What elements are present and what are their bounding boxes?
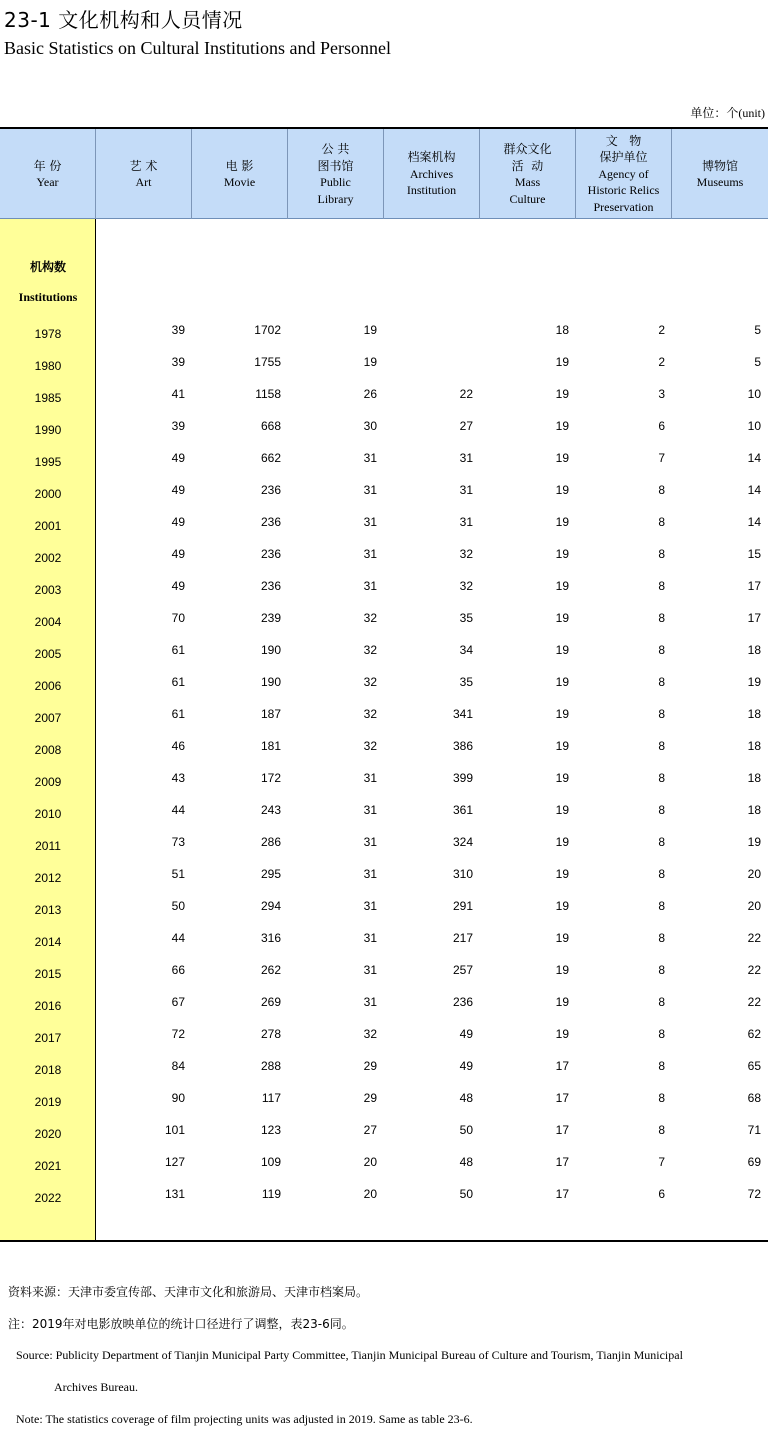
historic-relics-cell: 8 xyxy=(658,963,665,977)
museums-cell: 5 xyxy=(754,323,761,337)
mass-culture-cell: 19 xyxy=(555,963,569,977)
archives-cell: 399 xyxy=(452,771,473,785)
movie-cell: 190 xyxy=(260,675,281,689)
museums-cell: 18 xyxy=(747,643,761,657)
table-row xyxy=(0,575,768,607)
historic-relics-cell: 8 xyxy=(658,1059,665,1073)
art-cell: 49 xyxy=(171,451,185,465)
historic-relics-cell: 8 xyxy=(658,771,665,785)
movie-cell: 288 xyxy=(260,1059,281,1073)
archives-cell: 236 xyxy=(452,995,473,1009)
movie-cell: 269 xyxy=(260,995,281,1009)
art-cell: 43 xyxy=(171,771,185,785)
art-cell: 101 xyxy=(164,1123,185,1137)
art-cell: 127 xyxy=(164,1155,185,1169)
museums-cell: 10 xyxy=(747,387,761,401)
mass-culture-cell: 19 xyxy=(555,483,569,497)
year-cell: 2012 xyxy=(34,871,62,885)
mass-culture-cell: 17 xyxy=(555,1155,569,1169)
archives-cell: 48 xyxy=(459,1091,473,1105)
movie-cell: 1755 xyxy=(254,355,281,369)
movie-cell: 190 xyxy=(260,643,281,657)
public-library-cell: 32 xyxy=(363,675,377,689)
art-cell: 66 xyxy=(171,963,185,977)
art-cell: 39 xyxy=(171,355,185,369)
movie-cell: 239 xyxy=(260,611,281,625)
archives-cell: 35 xyxy=(459,675,473,689)
coverage-note-en: Note: The statistics coverage of film projecting units was adjusted in 2019. Same as table 23-6. xyxy=(16,1412,473,1426)
table-row xyxy=(0,863,768,895)
art-cell: 44 xyxy=(171,931,185,945)
public-library-cell: 31 xyxy=(363,995,377,1009)
historic-relics-cell: 8 xyxy=(658,515,665,529)
table-row xyxy=(0,799,768,831)
mass-culture-cell: 19 xyxy=(555,803,569,817)
public-library-cell: 32 xyxy=(363,611,377,625)
art-cell: 49 xyxy=(171,579,185,593)
historic-relics-cell: 8 xyxy=(658,867,665,881)
mass-culture-cell: 19 xyxy=(555,419,569,433)
mass-culture-cell: 19 xyxy=(555,547,569,561)
museums-cell: 20 xyxy=(747,867,761,881)
mass-culture-cell: 17 xyxy=(555,1187,569,1201)
public-library-cell: 31 xyxy=(363,835,377,849)
public-library-cell: 32 xyxy=(363,739,377,753)
year-cell: 2018 xyxy=(34,1063,62,1077)
archives-cell: 341 xyxy=(452,707,473,721)
museums-cell: 14 xyxy=(747,451,761,465)
mass-culture-cell: 19 xyxy=(555,867,569,881)
archives-cell: 310 xyxy=(452,867,473,881)
museums-cell: 14 xyxy=(747,515,761,529)
year-cell: 2008 xyxy=(34,743,62,757)
archives-cell: 257 xyxy=(452,963,473,977)
historic-relics-cell: 8 xyxy=(658,803,665,817)
archives-cell: 49 xyxy=(459,1027,473,1041)
mass-culture-cell: 19 xyxy=(555,579,569,593)
table-row xyxy=(0,1023,768,1055)
public-library-cell: 29 xyxy=(363,1091,377,1105)
archives-cell: 22 xyxy=(459,387,473,401)
art-cell: 49 xyxy=(171,547,185,561)
table-row xyxy=(0,927,768,959)
table-row xyxy=(0,895,768,927)
source-note-cn: 资料来源：天津市委宣传部、天津市文化和旅游局、天津市档案局。 xyxy=(8,1285,369,1299)
table-row xyxy=(0,415,768,447)
historic-relics-cell: 7 xyxy=(658,1155,665,1169)
year-cell: 2003 xyxy=(34,583,62,597)
source-note-en-line2: Archives Bureau. xyxy=(54,1380,138,1394)
art-cell: 50 xyxy=(171,899,185,913)
movie-cell: 294 xyxy=(260,899,281,913)
mass-culture-cell: 19 xyxy=(555,931,569,945)
mass-culture-cell: 19 xyxy=(555,835,569,849)
year-cell: 2013 xyxy=(34,903,62,917)
mass-culture-cell: 19 xyxy=(555,451,569,465)
art-cell: 51 xyxy=(171,867,185,881)
year-cell: 1985 xyxy=(34,391,62,405)
public-library-cell: 31 xyxy=(363,867,377,881)
museums-cell: 22 xyxy=(747,963,761,977)
art-cell: 61 xyxy=(171,707,185,721)
year-cell: 2001 xyxy=(34,519,62,533)
museums-cell: 18 xyxy=(747,771,761,785)
table-row xyxy=(0,991,768,1023)
table-row xyxy=(0,703,768,735)
table-bottom-rule xyxy=(0,1240,768,1242)
public-library-cell: 31 xyxy=(363,515,377,529)
public-library-cell: 31 xyxy=(363,547,377,561)
year-cell: 2017 xyxy=(34,1031,62,1045)
coverage-note-cn: 注：2019年对电影放映单位的统计口径进行了调整，表23-6同。 xyxy=(8,1317,354,1331)
statistics-table xyxy=(0,127,768,1242)
museums-cell: 10 xyxy=(747,419,761,433)
museums-cell: 15 xyxy=(747,547,761,561)
archives-cell: 34 xyxy=(459,643,473,657)
public-library-cell: 32 xyxy=(363,643,377,657)
year-cell: 2002 xyxy=(34,551,62,565)
art-cell: 70 xyxy=(171,611,185,625)
movie-cell: 181 xyxy=(260,739,281,753)
movie-cell: 236 xyxy=(260,483,281,497)
museums-cell: 65 xyxy=(747,1059,761,1073)
art-cell: 49 xyxy=(171,483,185,497)
mass-culture-cell: 19 xyxy=(555,387,569,401)
art-cell: 84 xyxy=(171,1059,185,1073)
year-cell: 2015 xyxy=(34,967,62,981)
year-cell: 1995 xyxy=(34,455,62,469)
table-row xyxy=(0,351,768,383)
mass-culture-cell: 19 xyxy=(555,707,569,721)
table-row xyxy=(0,543,768,575)
mass-culture-cell: 19 xyxy=(555,355,569,369)
historic-relics-cell: 8 xyxy=(658,1027,665,1041)
movie-cell: 117 xyxy=(261,1091,281,1105)
year-cell: 2009 xyxy=(34,775,62,789)
table-row xyxy=(0,479,768,511)
year-cell: 2022 xyxy=(34,1191,62,1205)
table-row xyxy=(0,607,768,639)
public-library-cell: 19 xyxy=(363,355,377,369)
archives-cell: 50 xyxy=(459,1123,473,1137)
table-title-cn: 23-1 文化机构和人员情况 xyxy=(4,8,243,32)
mass-culture-cell: 17 xyxy=(555,1091,569,1105)
archives-cell: 49 xyxy=(459,1059,473,1073)
public-library-cell: 31 xyxy=(363,931,377,945)
historic-relics-cell: 8 xyxy=(658,1123,665,1137)
historic-relics-cell: 8 xyxy=(658,931,665,945)
movie-cell: 1158 xyxy=(255,387,281,401)
public-library-cell: 27 xyxy=(363,1123,377,1137)
public-library-cell: 30 xyxy=(363,419,377,433)
archives-cell: 50 xyxy=(459,1187,473,1201)
mass-culture-cell: 19 xyxy=(555,515,569,529)
museums-cell: 20 xyxy=(747,899,761,913)
mass-culture-cell: 19 xyxy=(555,1027,569,1041)
historic-relics-cell: 8 xyxy=(658,707,665,721)
header-public-library: 公 共 图书馆 Public Library xyxy=(288,129,384,219)
mass-culture-cell: 19 xyxy=(555,995,569,1009)
table-row xyxy=(0,1151,768,1183)
movie-cell: 316 xyxy=(260,931,281,945)
art-cell: 46 xyxy=(171,739,185,753)
movie-cell: 236 xyxy=(260,547,281,561)
header-art: 艺 术 Art xyxy=(96,129,192,219)
archives-cell: 291 xyxy=(452,899,473,913)
art-cell: 73 xyxy=(171,835,185,849)
museums-cell: 62 xyxy=(747,1027,761,1041)
year-cell: 1990 xyxy=(34,423,62,437)
mass-culture-cell: 19 xyxy=(555,771,569,785)
historic-relics-cell: 7 xyxy=(658,451,665,465)
museums-cell: 69 xyxy=(747,1155,761,1169)
historic-relics-cell: 2 xyxy=(658,323,665,337)
public-library-cell: 32 xyxy=(363,707,377,721)
archives-cell: 35 xyxy=(459,611,473,625)
museums-cell: 19 xyxy=(747,675,761,689)
historic-relics-cell: 8 xyxy=(658,1091,665,1105)
archives-cell: 217 xyxy=(452,931,473,945)
table-body xyxy=(0,319,768,1215)
archives-cell: 32 xyxy=(459,579,473,593)
art-cell: 41 xyxy=(171,387,185,401)
table-row xyxy=(0,511,768,543)
archives-cell: 361 xyxy=(452,803,473,817)
year-cell: 2010 xyxy=(34,807,62,821)
historic-relics-cell: 2 xyxy=(658,355,665,369)
unit-label: 单位：个(unit) xyxy=(690,106,765,120)
museums-cell: 72 xyxy=(747,1187,761,1201)
year-cell: 2006 xyxy=(34,679,62,693)
mass-culture-cell: 19 xyxy=(555,675,569,689)
header-movie: 电 影 Movie xyxy=(192,129,288,219)
year-cell: 2014 xyxy=(34,935,62,949)
year-cell: 2021 xyxy=(34,1159,62,1173)
public-library-cell: 31 xyxy=(363,771,377,785)
public-library-cell: 26 xyxy=(363,387,377,401)
public-library-cell: 19 xyxy=(363,323,377,337)
movie-cell: 123 xyxy=(260,1123,281,1137)
museums-cell: 17 xyxy=(747,579,761,593)
archives-cell: 386 xyxy=(452,739,473,753)
archives-cell: 324 xyxy=(452,835,473,849)
table-row xyxy=(0,639,768,671)
movie-cell: 187 xyxy=(260,707,281,721)
table-header xyxy=(0,127,768,219)
table-row xyxy=(0,319,768,351)
museums-cell: 18 xyxy=(747,707,761,721)
table-row xyxy=(0,383,768,415)
historic-relics-cell: 8 xyxy=(658,835,665,849)
archives-cell: 31 xyxy=(459,451,473,465)
year-cell: 2000 xyxy=(34,487,62,501)
historic-relics-cell: 8 xyxy=(658,579,665,593)
movie-cell: 662 xyxy=(260,451,281,465)
public-library-cell: 20 xyxy=(363,1187,377,1201)
art-cell: 39 xyxy=(171,419,185,433)
historic-relics-cell: 8 xyxy=(658,675,665,689)
art-cell: 67 xyxy=(171,995,185,1009)
art-cell: 90 xyxy=(171,1091,185,1105)
museums-cell: 18 xyxy=(747,739,761,753)
art-cell: 49 xyxy=(171,515,185,529)
header-historic-relics: 文 物 保护单位 Agency of Historic Relics Preservation xyxy=(576,129,672,219)
archives-cell: 48 xyxy=(459,1155,473,1169)
section-title-cn: 机构数 xyxy=(29,260,66,274)
table-row xyxy=(0,671,768,703)
table-row xyxy=(0,1087,768,1119)
source-note-en-line1: Source: Publicity Department of Tianjin Municipal Party Committee, Tianjin Municipal Bureau of Culture and Tourism, Tianjin Municipal xyxy=(16,1348,683,1362)
mass-culture-cell: 17 xyxy=(555,1059,569,1073)
movie-cell: 119 xyxy=(261,1187,281,1201)
museums-cell: 68 xyxy=(747,1091,761,1105)
public-library-cell: 32 xyxy=(363,1027,377,1041)
movie-cell: 236 xyxy=(260,579,281,593)
archives-cell: 32 xyxy=(459,547,473,561)
movie-cell: 109 xyxy=(260,1155,281,1169)
public-library-cell: 20 xyxy=(363,1155,377,1169)
table-row xyxy=(0,1055,768,1087)
public-library-cell: 29 xyxy=(363,1059,377,1073)
historic-relics-cell: 8 xyxy=(658,547,665,561)
museums-cell: 71 xyxy=(747,1123,761,1137)
table-row xyxy=(0,1119,768,1151)
mass-culture-cell: 17 xyxy=(555,1123,569,1137)
public-library-cell: 31 xyxy=(363,451,377,465)
year-cell: 2020 xyxy=(34,1127,62,1141)
public-library-cell: 31 xyxy=(363,803,377,817)
archives-cell: 27 xyxy=(459,419,473,433)
historic-relics-cell: 8 xyxy=(658,643,665,657)
movie-cell: 172 xyxy=(260,771,281,785)
year-cell: 1980 xyxy=(34,359,62,373)
mass-culture-cell: 19 xyxy=(555,739,569,753)
historic-relics-cell: 8 xyxy=(658,483,665,497)
public-library-cell: 31 xyxy=(363,483,377,497)
historic-relics-cell: 6 xyxy=(658,419,665,433)
public-library-cell: 31 xyxy=(363,963,377,977)
public-library-cell: 31 xyxy=(363,899,377,913)
year-cell: 2011 xyxy=(35,839,61,853)
movie-cell: 286 xyxy=(260,835,281,849)
year-cell: 2019 xyxy=(34,1095,62,1109)
art-cell: 44 xyxy=(171,803,185,817)
mass-culture-cell: 18 xyxy=(555,323,569,337)
mass-culture-cell: 19 xyxy=(555,899,569,913)
header-museums: 博物馆 Museums xyxy=(696,158,744,189)
archives-cell: 31 xyxy=(459,483,473,497)
movie-cell: 243 xyxy=(260,803,281,817)
movie-cell: 1702 xyxy=(254,323,281,337)
mass-culture-cell: 19 xyxy=(555,643,569,657)
header-mass-culture: 群众文化 活 动 Mass Culture xyxy=(480,129,576,219)
header-year: 年 份 Year xyxy=(0,129,96,219)
public-library-cell: 31 xyxy=(363,579,377,593)
museums-cell: 18 xyxy=(747,803,761,817)
movie-cell: 236 xyxy=(260,515,281,529)
historic-relics-cell: 8 xyxy=(658,739,665,753)
historic-relics-cell: 3 xyxy=(658,387,665,401)
table-row xyxy=(0,447,768,479)
movie-cell: 668 xyxy=(260,419,281,433)
museums-cell: 19 xyxy=(747,835,761,849)
year-cell: 1978 xyxy=(34,327,62,341)
table-row xyxy=(0,959,768,991)
year-cell: 2016 xyxy=(34,999,62,1013)
art-cell: 131 xyxy=(164,1187,185,1201)
movie-cell: 295 xyxy=(260,867,281,881)
historic-relics-cell: 6 xyxy=(658,1187,665,1201)
museums-cell: 14 xyxy=(747,483,761,497)
table-row xyxy=(0,767,768,799)
art-cell: 72 xyxy=(171,1027,185,1041)
museums-cell: 5 xyxy=(754,355,761,369)
movie-cell: 262 xyxy=(260,963,281,977)
table-row xyxy=(0,1183,768,1215)
historic-relics-cell: 8 xyxy=(658,995,665,1009)
movie-cell: 278 xyxy=(260,1027,281,1041)
art-cell: 39 xyxy=(171,323,185,337)
section-title-en: Institutions xyxy=(18,290,78,304)
historic-relics-cell: 8 xyxy=(658,611,665,625)
historic-relics-cell: 8 xyxy=(658,899,665,913)
table-row xyxy=(0,831,768,863)
year-cell: 2007 xyxy=(34,711,62,725)
museums-cell: 17 xyxy=(747,611,761,625)
header-archives: 档案机构 Archives Institution xyxy=(384,129,480,219)
table-row xyxy=(0,735,768,767)
art-cell: 61 xyxy=(171,675,185,689)
year-cell: 2004 xyxy=(34,615,62,629)
mass-culture-cell: 19 xyxy=(555,611,569,625)
museums-cell: 22 xyxy=(747,995,761,1009)
table-title-en: Basic Statistics on Cultural Institutions and Personnel xyxy=(4,38,391,58)
art-cell: 61 xyxy=(171,643,185,657)
year-cell: 2005 xyxy=(34,647,62,661)
museums-cell: 22 xyxy=(747,931,761,945)
archives-cell: 31 xyxy=(459,515,473,529)
